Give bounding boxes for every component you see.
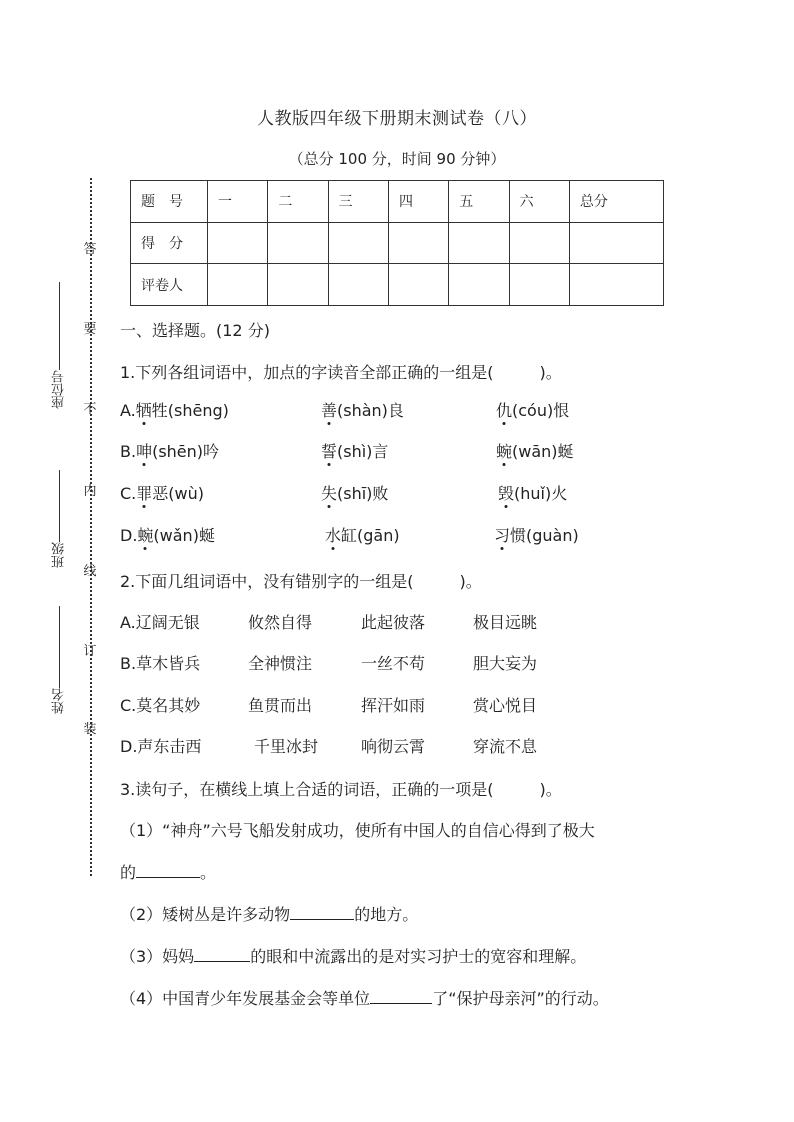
table-cell: 四 (388, 181, 448, 223)
dotted-char: 蜿 (137, 526, 154, 545)
seat-number-label: 座位号 (51, 370, 67, 409)
sentence-text: （2）矮树丛是许多动物 (120, 905, 291, 924)
score-cell[interactable] (208, 222, 268, 264)
binding-word: 要 (83, 322, 97, 337)
seat-number-line (59, 282, 60, 370)
q1-option-a-word-2 (321, 398, 404, 421)
q3-sentence-4 (120, 986, 609, 1009)
sentence-text: 的 (120, 863, 137, 882)
class-label: 班级 (51, 542, 67, 568)
question-text-end: )。 (459, 572, 482, 591)
section-heading: 一、选择题。(12 分) (120, 321, 270, 340)
q3-sentence-1: （1）“神舟”六号飞船发射成功，使所有中国人的自信心得到了极大 (120, 821, 595, 840)
score-cell[interactable] (328, 222, 388, 264)
q2-option-b-word: 一丝不苟 (361, 654, 426, 673)
binding-word: 答 (83, 242, 97, 257)
q3-sentence-2 (120, 902, 418, 925)
q2-option-d-word: 千里冰封 (254, 737, 319, 756)
q2-option-c-word: 挥汗如雨 (361, 696, 426, 715)
score-cell[interactable] (388, 222, 448, 264)
dotted-char: 水 (325, 526, 342, 545)
name-field[interactable] (48, 606, 70, 714)
q1-option-c[interactable] (120, 481, 204, 504)
q2-option-d[interactable]: D.声东击西 (120, 737, 202, 756)
option-text: 恶(wù) (152, 484, 204, 503)
question-text: 1.下列各组词语中，加点的字读音全部正确的一组是( (120, 363, 494, 382)
class-field[interactable] (48, 470, 70, 568)
q1-option-a-word-3 (496, 398, 569, 421)
option-text: (shì)言 (337, 442, 389, 461)
option-text: (shàn)良 (337, 401, 404, 420)
binding-word: 线 (83, 564, 97, 579)
q2-option-d-word: 响彻云霄 (361, 737, 426, 756)
q1-option-d[interactable] (120, 523, 215, 546)
q2-option-d-word: 穿流不息 (473, 737, 538, 756)
question-2-stem (120, 569, 482, 592)
exam-title: 人教版四年级下册期末测试卷（八） (257, 109, 537, 129)
binding-dotted-line (90, 178, 92, 876)
dotted-char: 毁 (498, 484, 515, 503)
q2-option-a-word: 极目远眺 (473, 613, 538, 632)
fill-blank[interactable] (370, 989, 432, 1004)
option-letter: B. (120, 442, 137, 461)
table-cell: 五 (449, 181, 509, 223)
option-letter: D. (120, 526, 138, 545)
name-line (59, 606, 60, 688)
q2-option-a-word: 此起彼落 (361, 613, 426, 632)
option-text: (wān)蜒 (512, 442, 574, 461)
exam-subtitle: （总分 100 分，时间 90 分钟） (288, 150, 506, 168)
fill-blank[interactable] (290, 905, 354, 920)
dotted-char: 蜿 (496, 442, 513, 461)
score-table-row (131, 264, 664, 306)
grader-cell[interactable] (569, 264, 663, 306)
score-cell[interactable] (509, 222, 569, 264)
q1-option-b-word-2 (321, 439, 388, 462)
table-cell: 六 (509, 181, 569, 223)
q1-option-b-word-3 (496, 439, 574, 462)
dotted-char: 罪 (136, 484, 153, 503)
q1-option-a[interactable] (120, 398, 229, 421)
option-text: (shēn)吟 (152, 442, 220, 461)
q2-option-b[interactable]: B.草木皆兵 (120, 654, 201, 673)
table-cell: 评卷人 (131, 264, 208, 306)
score-cell[interactable] (268, 222, 328, 264)
sentence-text: 了“保护母亲河”的行动。 (432, 989, 609, 1008)
dotted-char: 牺 (135, 401, 152, 420)
dotted-char: 誓 (321, 442, 338, 461)
binding-word: 内 (83, 484, 97, 499)
option-text: (shī)败 (337, 484, 389, 503)
grader-cell[interactable] (328, 264, 388, 306)
option-text: (huǐ)火 (514, 484, 568, 503)
dotted-char: 仇 (496, 401, 513, 420)
fill-blank[interactable] (194, 947, 250, 962)
q2-option-a-word: 攸然自得 (248, 613, 313, 632)
grader-cell[interactable] (388, 264, 448, 306)
question-1-stem (120, 360, 562, 383)
option-text: 牲(shēng) (151, 401, 229, 420)
option-text: 惯(guàn) (510, 526, 579, 545)
q1-option-b[interactable] (120, 439, 219, 462)
q1-option-c-word-3 (498, 481, 567, 504)
dotted-char: 善 (321, 401, 338, 420)
q2-option-c[interactable]: C.莫名其妙 (120, 696, 201, 715)
dotted-char: 失 (321, 484, 338, 503)
score-cell[interactable] (569, 222, 663, 264)
grader-cell[interactable] (449, 264, 509, 306)
table-cell: 得 分 (131, 222, 208, 264)
score-table-row (131, 222, 664, 264)
option-letter: C. (120, 484, 137, 503)
table-cell: 二 (268, 181, 328, 223)
name-label: 姓名 (51, 688, 67, 714)
binding-word: 不 (83, 402, 97, 417)
binding-word: 装 (83, 722, 97, 737)
question-text: 2.下面几组词语中，没有错别字的一组是( (120, 572, 414, 591)
fill-blank[interactable] (136, 863, 200, 878)
grader-cell[interactable] (509, 264, 569, 306)
question-text-end: )。 (539, 363, 562, 382)
q1-option-c-word-2 (321, 481, 388, 504)
sentence-text: 的眼和中流露出的是对实习护士的宽容和理解。 (250, 947, 587, 966)
seat-number-field[interactable] (48, 282, 70, 409)
sentence-text: （4）中国青少年发展基金会等单位 (120, 989, 371, 1008)
option-letter: A. (120, 401, 136, 420)
sentence-text: 的地方。 (354, 905, 419, 924)
q1-option-d-word-3 (494, 523, 579, 546)
binding-word: 订 (83, 644, 97, 659)
sentence-text: （3）妈妈 (120, 947, 195, 966)
q2-option-c-word: 赏心悦目 (473, 696, 538, 715)
q2-option-b-word: 胆大妄为 (473, 654, 538, 673)
table-cell: 一 (208, 181, 268, 223)
class-line (59, 470, 60, 542)
grader-cell[interactable] (268, 264, 328, 306)
q2-option-a[interactable]: A.辽阔无银 (120, 613, 200, 632)
table-cell: 三 (328, 181, 388, 223)
question-3-stem (120, 777, 562, 800)
option-text: (wǎn)蜒 (153, 526, 215, 545)
option-text: 缸(gān) (341, 526, 400, 545)
table-cell: 总分 (569, 181, 663, 223)
dotted-char: 呻 (136, 442, 153, 461)
q3-sentence-1-cont (120, 860, 216, 883)
score-cell[interactable] (449, 222, 509, 264)
question-text: 3.读句子，在横线上填上合适的词语，正确的一项是( (120, 780, 494, 799)
table-cell: 题 号 (131, 181, 208, 223)
grader-cell[interactable] (208, 264, 268, 306)
score-table (130, 180, 664, 306)
sentence-text: 。 (200, 863, 217, 882)
q2-option-c-word: 鱼贯而出 (248, 696, 313, 715)
q3-sentence-3 (120, 944, 586, 967)
q2-option-b-word: 全神惯注 (248, 654, 313, 673)
dotted-char: 习 (494, 526, 511, 545)
option-text: (cóu)恨 (512, 401, 570, 420)
score-table-header-row (131, 181, 664, 223)
q1-option-d-word-2 (325, 523, 400, 546)
question-text-end: )。 (539, 780, 562, 799)
